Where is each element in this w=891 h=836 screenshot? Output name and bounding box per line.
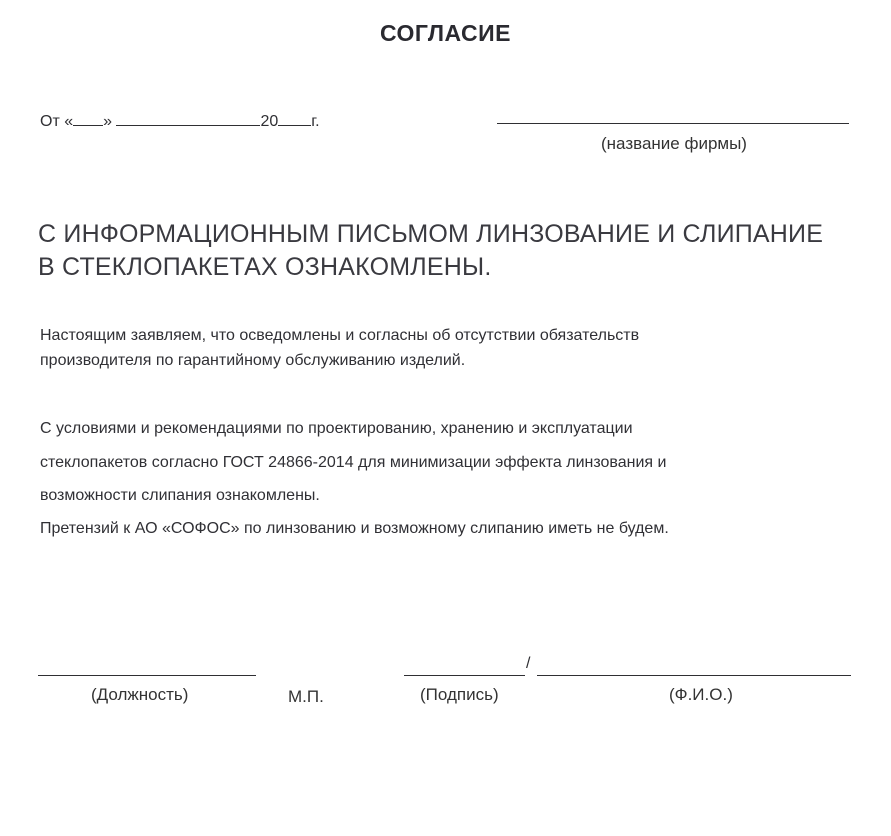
paragraph-3: Претензий к АО «СОФОС» по линзованию и возможному слипанию иметь не будем. (40, 520, 669, 537)
day-blank (73, 111, 103, 126)
signature-line (404, 675, 525, 676)
signature-slash: / (526, 655, 531, 672)
full-name-line (537, 675, 851, 676)
month-blank (116, 111, 260, 126)
signature-caption: (Подпись) (420, 685, 499, 704)
year-blank (278, 111, 311, 126)
heading-line-2: В СТЕКЛОПАКЕТАХ ОЗНАКОМЛЕНЫ. (38, 253, 492, 281)
heading-line-1: С ИНФОРМАЦИОННЫМ ПИСЬМОМ ЛИНЗОВАНИЕ И СЛИПАНИЕ (38, 220, 824, 248)
paragraph-1-line-2: производителя по гарантийному обслуживанию изделий. (40, 352, 466, 369)
document-heading (38, 218, 823, 284)
firm-name-caption: (название фирмы) (601, 134, 747, 153)
position-caption: (Должность) (91, 685, 189, 704)
full-name-caption: (Ф.И.О.) (669, 685, 733, 704)
position-line (38, 675, 256, 676)
date-century: 20 (260, 113, 279, 130)
date-line (40, 111, 320, 131)
stamp-label: М.П. (288, 687, 324, 706)
paragraph-2-line-3: возможности слипания ознакомлены. (40, 487, 320, 504)
paragraph-1-line-1: Настоящим заявляем, что осведомлены и согласны об отсутствии обязательств (40, 327, 640, 344)
date-prefix: От « (40, 113, 74, 130)
paragraph-2-line-2: стеклопакетов согласно ГОСТ 24866-2014 для минимизации эффекта линзования и (40, 454, 667, 471)
paragraph-2-line-1: С условиями и рекомендациями по проектированию, хранению и эксплуатации (40, 420, 633, 437)
date-close-quote: » (103, 113, 113, 130)
date-suffix: г. (311, 113, 320, 130)
document-title: СОГЛАСИЕ (379, 20, 512, 46)
firm-name-line (497, 123, 849, 124)
